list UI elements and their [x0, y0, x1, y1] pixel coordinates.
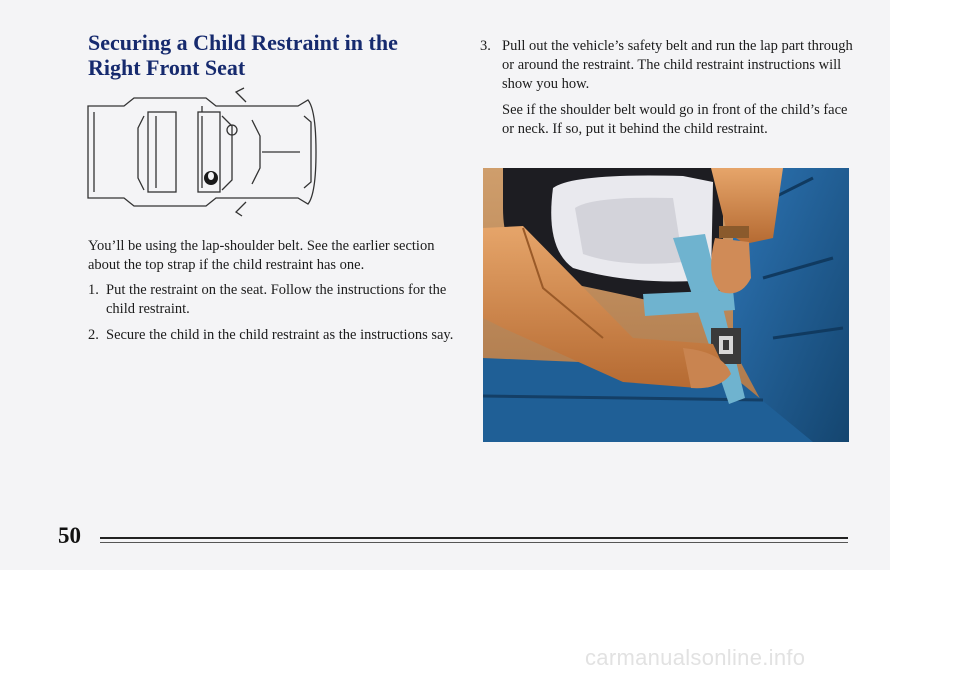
- buckling-belt-photo: [483, 168, 849, 442]
- step-number: 2.: [88, 327, 99, 343]
- list-item: [480, 37, 854, 139]
- car-top-view-diagram: [86, 86, 326, 218]
- section-title: Securing a Child Restraint in the Right Front Seat: [88, 30, 398, 80]
- footer-rule: [100, 537, 848, 539]
- steps-list: [88, 281, 458, 352]
- step-text: Secure the child in the child restraint as the instructions say.: [106, 327, 454, 343]
- step-text: Put the restraint on the seat. Follow the instructions for the child restraint.: [106, 282, 447, 317]
- step-text: Pull out the vehicle’s safety belt and run the lap part through or around the restraint. The child restraint instructions will show you how.: [502, 38, 853, 92]
- intro-paragraph: You’ll be using the lap-shoulder belt. See the earlier section about the top strap if the child restraint has one.: [88, 238, 435, 273]
- step-number: 1.: [88, 282, 99, 298]
- page-number: 50: [58, 523, 81, 548]
- right-column: [480, 37, 854, 146]
- list-item: [88, 281, 458, 319]
- watermark-text: carmanualsonline.info: [585, 645, 806, 670]
- footer-rule-thin: [100, 542, 848, 543]
- watermark: [0, 645, 960, 671]
- list-item: [88, 326, 458, 345]
- step-number: 3.: [480, 38, 491, 54]
- note-paragraph: See if the shoulder belt would go in front of the child’s face or neck. If so, put it behind the child restraint.: [502, 102, 848, 137]
